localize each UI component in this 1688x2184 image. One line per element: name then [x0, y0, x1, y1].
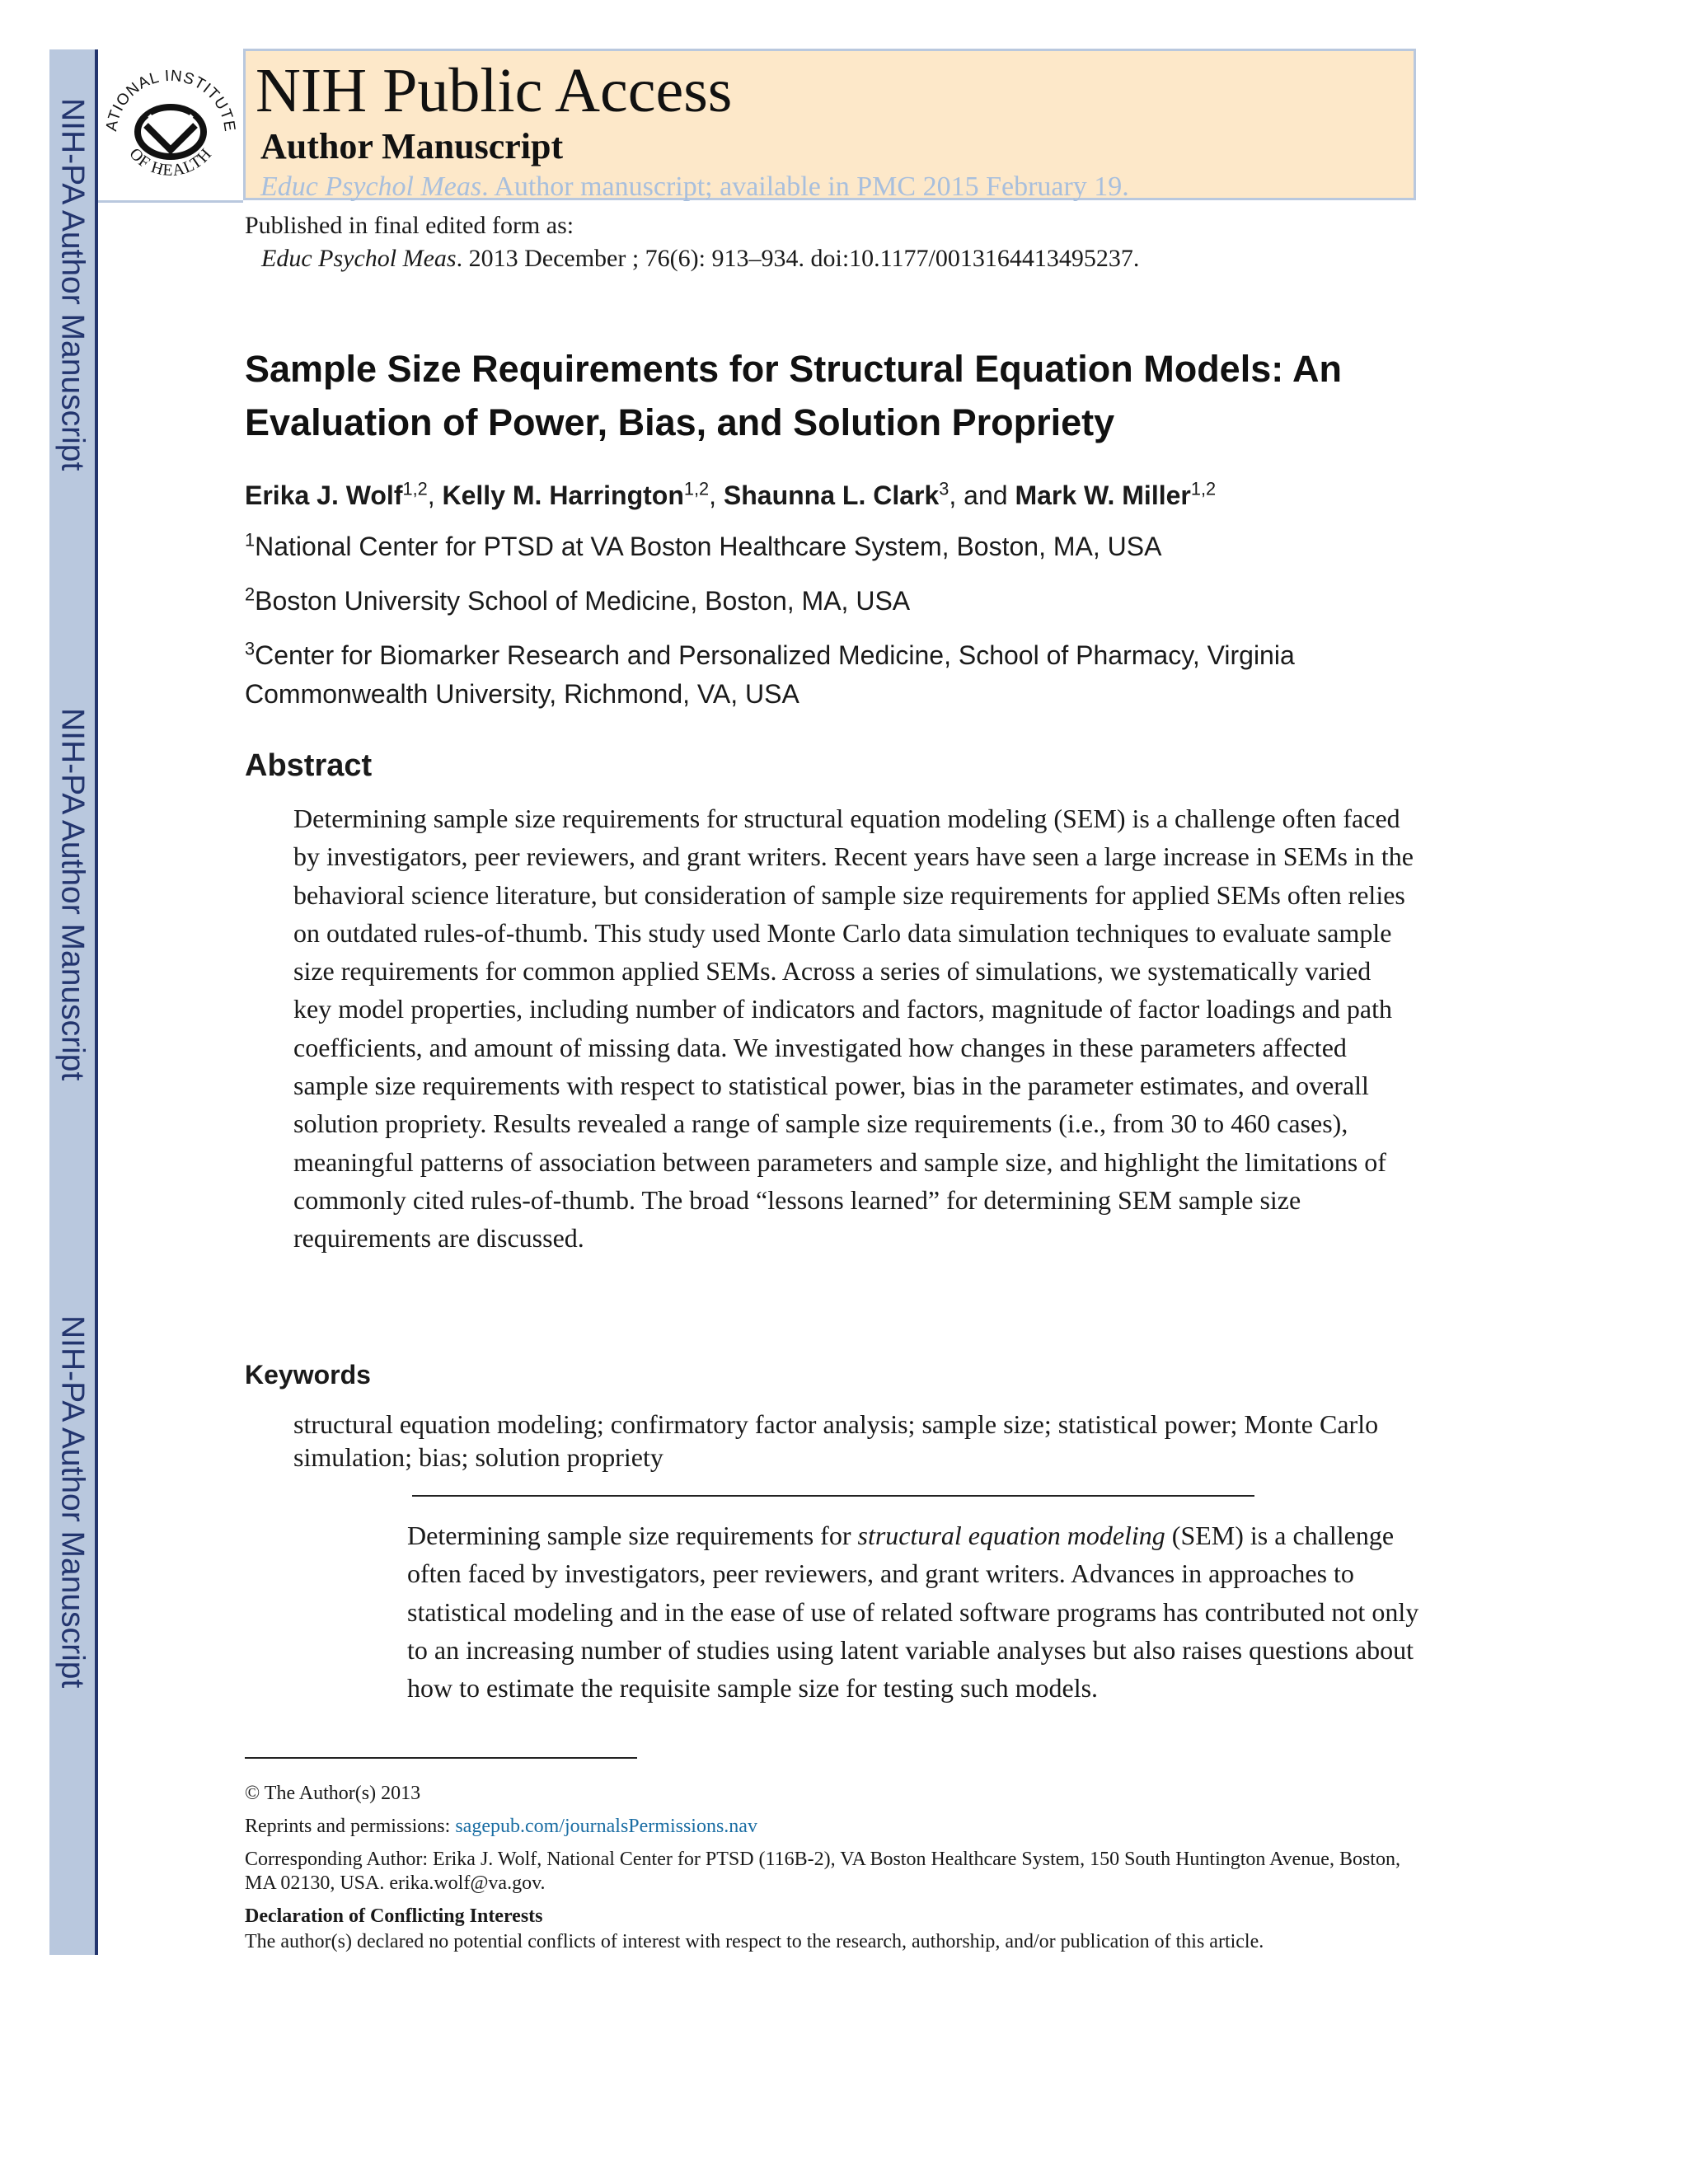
publication-intro: Published in final edited form as:	[245, 212, 574, 239]
publication-note	[245, 209, 1139, 275]
reprints-note: Reprints and permissions: sagepub.com/journalsPermissions.nav	[245, 1816, 757, 1837]
svg-text:NATIONAL INSTITUTES	[98, 49, 238, 134]
sidebar-label-2: NIH-PA Author Manuscript	[54, 707, 91, 1081]
publication-citation: Educ Psychol Meas. 2013 December ; 76(6): 913–934. doi:10.1177/0013164413495237.	[261, 245, 1140, 272]
header-subtitle: Author Manuscript	[260, 126, 564, 166]
author-name: Kelly M. Harrington	[442, 480, 684, 510]
footnote-divider	[245, 1757, 637, 1759]
nih-logo	[98, 49, 243, 203]
declaration-text: The author(s) declared no potential conflicts of interest with respect to the research, authorship, and/or publication of this article.	[245, 1931, 1264, 1952]
copyright-note: © The Author(s) 2013	[245, 1783, 421, 1804]
section-divider	[412, 1495, 1254, 1497]
author-name: Shaunna L. Clark	[723, 480, 940, 510]
keywords-heading: Keywords	[245, 1360, 371, 1390]
header-title: NIH Public Access	[256, 56, 733, 125]
corresponding-author-note: Corresponding Author: Erika J. Wolf, National Center for PTSD (116B-2), VA Boston Healthcare System, 150 South Huntington Avenue, Boston, MA 02130, USA. erika.wolf@va.gov.	[245, 1849, 1400, 1894]
permissions-link[interactable]: sagepub.com/journalsPermissions.nav	[455, 1816, 757, 1837]
abstract-heading: Abstract	[245, 748, 373, 783]
header-availability: Educ Psychol Meas. Author manuscript; available in PMC 2015 February 19.	[260, 171, 1129, 202]
keywords-text: structural equation modeling; confirmatory factor analysis; sample size; statistical power; Monte Carlo simulation; bias; solution propriety	[293, 1409, 1379, 1472]
sidebar-label-3: NIH-PA Author Manuscript	[54, 1315, 91, 1689]
author-name: Erika J. Wolf	[245, 480, 403, 510]
nih-seal-icon	[98, 49, 243, 200]
sidebar-label-1: NIH-PA Author Manuscript	[54, 97, 91, 471]
affiliation-1: $^1$National Center for PTSD at VA Boston Healthcare System, Boston, MA, USA	[245, 529, 1162, 561]
affiliation-2: $^2$Boston University School of Medicine, Boston, MA, USA	[245, 583, 911, 616]
declaration-heading: Declaration of Conflicting Interests	[245, 1905, 543, 1927]
nih-header-banner	[243, 49, 1416, 200]
sidebar	[49, 49, 98, 1955]
logo-text-top: ATIONAL INSTITUTE	[103, 67, 239, 134]
article-title: Sample Size Requirements for Structural Equation Models: An Evaluation of Power, Bias, and Solution Propriety	[245, 348, 1343, 443]
affiliation-3: $^3$Center for Biomarker Research and Personalized Medicine, School of Pharmacy, Virginia Commonwealth University, Richmond, VA, USA	[245, 638, 1295, 709]
intro-paragraph: Determining sample size requirements for structural equation modeling (SEM) is a challenge often faced by investigators, peer reviewers, and grant writers. Advances in approaches to statistical modeling and in the ease of use of related software programs has contributed not only to an increasing number of studies using latent variable analyses but also raises questions about how to estimate the requisite sample size for testing such models.	[407, 1521, 1419, 1704]
author-name: Mark W. Miller	[1015, 480, 1191, 510]
logo-text-bottom: OF HEALTH	[125, 144, 216, 180]
author-list: Erika J. Wolf$^{1,2}$, Kelly M. Harrington$^{1,2}$, Shaunna L. Clark$^3$, and Mark W. Miller$^{1,2}$	[245, 478, 1217, 510]
abstract-text: Determining sample size requirements for structural equation modeling (SEM) is a challenge often faced by investigators, peer reviewers, and grant writers. Recent years have seen a large increase in SEMs in the behavioral science literature, but consideration of sample size requirements for applied SEMs often relies on outdated rules-of-thumb. This study used Monte Carlo data simulation techniques to evaluate sample size requirements for common applied SEMs. Across a series of simulations, we systematically varied key model properties, including number of indicators and factors, magnitude of factor loadings and path coefficients, and amount of missing data. We investigated how changes in these parameters affected sample size requirements with respect to statistical power, bias in the parameter estimates, and overall solution propriety. Results revealed a range of sample size requirements (i.e., from 30 to 460 cases), meaningful patterns of association between parameters and sample size, and highlight the limitations of commonly cited rules-of-thumb. The broad “lessons learned” for determining SEM sample size requirements are discussed.	[293, 804, 1414, 1254]
